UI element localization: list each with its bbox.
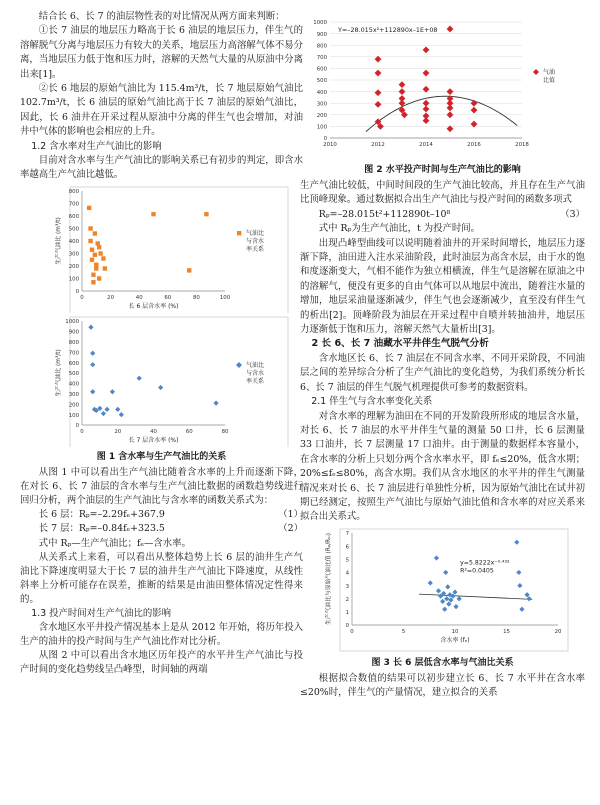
y-tick-label: 900 [316, 31, 327, 38]
paragraph: 式中 Rₚ—生产气油比；fₑ—含水率。 [38, 537, 191, 549]
y-tick-label: 6 [345, 544, 349, 551]
paragraph: 结合长 6、长 7 的油层物性表的对比情况从两方面来判断： [38, 11, 285, 22]
data-point [94, 266, 98, 270]
x-axis-label: 长 6 层含水率 (%) [128, 302, 179, 310]
data-point [110, 389, 115, 394]
x-tick-label: 20 [114, 428, 122, 435]
x-tick-label: 2016 [467, 142, 481, 148]
y-axis-label: 生产气油比与原始气油比值 (Rₚ/Rₚᵢ) [326, 532, 332, 625]
data-point [516, 570, 521, 575]
data-point [151, 212, 155, 216]
data-point [101, 256, 105, 260]
right-column [300, 10, 585, 701]
data-point [93, 231, 97, 235]
legend-label: 率关系 [246, 245, 265, 253]
trend-r2-label: R²=0.0405 [460, 567, 494, 575]
data-point [90, 257, 94, 261]
trend-equation-label: Y=–28.015x²+112890x–1E+08 [338, 26, 438, 34]
data-point [517, 583, 522, 588]
y-tick-label: 200 [316, 113, 327, 119]
x-tick-label: 10 [451, 628, 459, 635]
data-point [88, 239, 92, 243]
y-tick-label: 700 [68, 350, 79, 357]
data-point [399, 81, 406, 88]
trend-equation-label: y=5.8222x⁻⁰·⁴³² [460, 559, 510, 567]
y-tick-label: 3 [345, 583, 349, 590]
figure-3-caption: 图 3 长 6 层低含水率与气油比关系 [371, 657, 514, 668]
paragraph: ①长 7 油层的地层压力略高于长 6 油层的地层压力，伴生气的溶解脱气分离与地层压力有较大的关系，地层压力高溶解气体不易分离，当地层压力低于饱和压力时，溶解的天然气大量的从原油中分离出来[1]。 [20, 25, 303, 80]
y-tick-label: 400 [316, 89, 327, 96]
y-tick-label: 500 [68, 226, 79, 233]
figure-2-caption: 图 2 水平投产时间与生产气油比的影响 [364, 165, 521, 175]
x-tick-label: 60 [164, 294, 172, 301]
left-column [20, 10, 303, 677]
x-tick-label: 2012 [371, 142, 385, 148]
data-point [88, 325, 93, 330]
data-point [375, 101, 382, 108]
data-point [375, 70, 382, 77]
x-tick-label: 60 [185, 428, 193, 435]
x-tick-label: 20 [554, 628, 562, 635]
section-heading-1-2: 1.2 含水率对生产气油比的影响 [31, 140, 162, 152]
x-tick-label: 0 [80, 294, 84, 301]
data-point [447, 111, 454, 118]
y-tick-label: 600 [68, 214, 79, 221]
y-tick-label: 300 [68, 391, 79, 398]
data-point [104, 407, 109, 412]
x-tick-label: 80 [192, 294, 200, 301]
data-point [93, 252, 97, 256]
y-tick-label: 100 [316, 124, 327, 131]
y-tick-label: 1 [345, 609, 349, 616]
x-axis-label: 含水率 (fₑ) [440, 636, 470, 644]
data-point [119, 412, 124, 417]
y-tick-label: 600 [68, 360, 79, 367]
y-tick-label: 700 [316, 55, 327, 61]
equation-3 [300, 208, 585, 222]
x-tick-label: 2014 [419, 142, 433, 148]
paragraph: 含水地区水平井投产情况基本上是从 2012 年开始，将历年投入生产的油井的投产时间与生产气油比作对比分析。 [20, 622, 303, 648]
y-tick-label: 100 [68, 412, 79, 419]
data-point [423, 46, 430, 53]
y-tick-label: 100 [68, 276, 79, 283]
data-point [204, 212, 208, 216]
data-point [137, 375, 142, 380]
data-point [96, 241, 100, 245]
y-tick-label: 0 [323, 136, 327, 143]
legend-marker [236, 362, 242, 368]
data-point [471, 100, 478, 107]
legend-label: 比值 [543, 77, 556, 84]
data-point [423, 100, 430, 107]
data-point [457, 596, 462, 601]
section-heading-1-3: 1.3 投产时间对生产气油比的影响 [31, 607, 172, 619]
x-tick-label: 5 [401, 628, 406, 635]
data-point [471, 107, 478, 114]
y-axis-label: 生产气油比 (m³/t) [56, 217, 62, 265]
figure-1-caption: 图 1 含水率与生产气油比的关系 [96, 451, 227, 462]
figure-1a-chart [20, 183, 303, 313]
section-heading-2: 2 长 6、长 7 油藏水平井伴生气脱气分析 [311, 338, 489, 350]
figure-3-chart [300, 525, 585, 653]
paragraph: 目前对含水率与生产气油比的影响关系已有初步的判定，即含水率越高生产气油比越低。 [20, 155, 303, 181]
legend-label: 气油比 [246, 229, 265, 237]
equation-2 [20, 522, 303, 536]
data-point [90, 247, 94, 251]
paragraph: 对含水率的理解为油田在不同的开发阶段所形成的地层含水量，对长 6、长 7 油层的水平井伴生气量的测量 50 口井，长 6 层测量 33 口油井，长 7 层测量 17 口油井。由于测量的数据样本容量小，在含水率的分析上只划分两个含水率水平，即 fₑ≤20%，低含水期；20%≤fₑ≤80%，高含水期。我们从含水地区的水平井的伴生气测量情况来对长 6、长 7 油层进行单独性分析，因为原始气油比在试井初期已经测定，按照生产气油比与原始气油比值和含水率的对应关系来拟合出关系式。 [300, 410, 585, 523]
data-point [98, 251, 102, 255]
legend-marker [533, 69, 539, 75]
legend-label: 气油比 [246, 361, 265, 369]
data-point [428, 580, 433, 585]
paragraph: 式中 Rₚ为生产气油比，t 为投产时间。 [318, 223, 480, 235]
paragraph: 生产气油比较低，中间时间段的生产气油比较高，并且存在生产气油比顶峰现象。通过数据拟合出生产气油比与投产时间的函数多项式 [300, 180, 585, 206]
data-point [423, 106, 430, 113]
y-tick-label: 1000 [313, 20, 327, 27]
data-point [519, 606, 524, 611]
paragraph: 根据拟合数值的结果可以初步建立长 6、长 7 水平井在含水率≤20%时，伴生气的产量情况，建立拟合的关系 [300, 672, 585, 699]
paragraph: 从关系式上来看，可以看出从整体趋势上长 6 层的油井生产气油比下降速度明显大于长 7 层的油井生产气油比下降速度，从线性斜率上分析可能存在误差，推断的结果是由油田整体情况定性得来的。 [20, 551, 303, 605]
paragraph: 从图 1 中可以看出生产气油比随着含水率的上升而逐渐下降，在对长 6、长 7 油层的含水率与生产气油比数据的函数趋势线进行回归分析，两个油层的生产气油比与含水率的函数关系式为： [20, 466, 303, 506]
equation-text: Rₚ=–28.015t²+112890t–10⁸ [318, 208, 451, 220]
data-point [447, 88, 454, 95]
x-tick-label: 80 [221, 428, 229, 435]
data-point [436, 588, 441, 593]
data-point [90, 389, 95, 394]
y-tick-label: 800 [316, 43, 327, 50]
data-point [103, 266, 107, 270]
equation-1 [20, 508, 303, 522]
y-tick-label: 1000 [65, 319, 79, 326]
figure-1b-chart [20, 313, 303, 447]
data-point [447, 26, 454, 33]
x-tick-label: 2010 [323, 142, 337, 148]
figure-2-chart [300, 10, 585, 160]
x-tick-label: 0 [350, 628, 354, 635]
legend-label: 气油 [543, 69, 556, 76]
y-tick-label: 5 [345, 557, 349, 564]
equation-text: 长 7 层：Rₚ=–0.84fₑ+323.5 [38, 523, 165, 535]
data-point [213, 400, 218, 405]
x-axis-label: 长 7 层含水率 (%) [128, 436, 179, 444]
equation-number: （1） [278, 508, 303, 520]
data-point [440, 598, 445, 603]
x-tick-label: 40 [150, 428, 157, 435]
x-tick-label: 20 [107, 294, 115, 301]
y-tick-label: 200 [68, 402, 79, 409]
legend-label: 与含水 [246, 369, 265, 377]
data-point [375, 89, 382, 96]
equation-number: （3） [560, 208, 585, 220]
data-point [94, 262, 98, 266]
data-point [115, 407, 120, 412]
data-point [90, 362, 95, 367]
data-point [434, 555, 439, 560]
equation-number: （2） [278, 523, 303, 535]
data-point [97, 276, 101, 280]
y-tick-label: 7 [345, 530, 349, 537]
x-tick-label: 2018 [515, 142, 529, 148]
trend-line [419, 594, 532, 599]
data-point [90, 351, 95, 356]
data-point [453, 604, 458, 609]
data-point [423, 70, 430, 77]
paragraph: 出现凸峰型曲线可以说明随着油井的开采时间增长，地层压力逐渐下降，油田进入注水采油阶段，此时油层为高含水层，由于水的饱和度逐渐变大，气相不能作为独立相横流，伴生气是溶解在原油之中的溶解气，便没有更多的自由气体可以从地层中流出，随着注水量的增加，地层采油量逐渐减少，伴生气也会逐渐减少，直至没有伴生气的析出[2]。顶峰阶段为油层在开采过程中自喷并转抽油井，地层压力逐渐低于饱和压力，溶解天然气大量析出[3]。 [300, 237, 585, 336]
data-point [447, 104, 454, 111]
y-tick-label: 900 [68, 329, 79, 336]
y-tick-label: 400 [68, 381, 79, 388]
y-tick-label: 500 [68, 371, 79, 378]
data-point [514, 539, 519, 544]
y-tick-label: 2 [345, 596, 349, 603]
legend-label: 与含水 [246, 237, 265, 245]
data-point [91, 272, 95, 276]
data-point [101, 411, 106, 416]
x-tick-label: 0 [80, 428, 84, 435]
y-tick-label: 4 [345, 570, 349, 577]
data-point [187, 268, 191, 272]
data-point [399, 88, 406, 95]
data-point [158, 385, 163, 390]
data-point [88, 226, 92, 230]
x-tick-label: 40 [135, 294, 143, 301]
paragraph: 含水地区长 6、长 7 油层在不同含水率、不同开采阶段，不同油层之间的差异综合分析了生产气油比的变化趋势，为我们系统分析长 6、长 7 油层的伴生气脱气机理提供可参考的数据资料。 [300, 352, 585, 393]
y-tick-label: 0 [75, 289, 79, 296]
paragraph: 从图 2 中可以看出含水地区历年投产的水平井生产气油比与投产时间的变化趋势线呈凸峰型，时间轴的两端 [20, 650, 303, 676]
y-tick-label: 300 [316, 101, 327, 108]
y-tick-label: 0 [345, 622, 349, 629]
data-point [91, 280, 95, 284]
y-tick-label: 700 [68, 201, 79, 208]
data-point [444, 596, 449, 601]
data-point [87, 206, 91, 210]
legend-label: 率关系 [246, 377, 265, 385]
equation-text: 长 6 层：Rₚ=–2.29fₑ+367.9 [38, 508, 165, 520]
y-tick-label: 600 [316, 66, 327, 73]
y-axis-label: 生产气油比 (m³/t) [56, 349, 62, 397]
paragraph: ②长 6 地层的原始气油比为 115.4m³/t，长 7 地层原始气油比 102.7m³/t，长 6 油层的原始气油比高于长 7 油层的原始气油比，因此，长 6 油井在开采过程从原油中分离的伴生气也会增加，对油井中气体的影响也会相应的上升。 [20, 83, 303, 138]
y-tick-label: 200 [68, 264, 79, 271]
data-point [445, 584, 450, 589]
section-heading-2-1: 2.1 伴生气与含水率变化关系 [311, 396, 433, 408]
y-tick-label: 800 [68, 339, 79, 346]
y-tick-label: 400 [68, 239, 79, 246]
y-tick-label: 300 [68, 251, 79, 258]
y-tick-label: 0 [75, 423, 79, 430]
data-point [442, 606, 447, 611]
x-tick-label: 100 [219, 294, 231, 301]
y-tick-label: 500 [316, 78, 327, 85]
legend-marker [237, 231, 241, 235]
y-tick-label: 800 [68, 189, 79, 196]
data-point [423, 117, 430, 124]
data-point [97, 245, 101, 249]
x-tick-label: 15 [503, 628, 510, 635]
data-point [443, 570, 448, 575]
